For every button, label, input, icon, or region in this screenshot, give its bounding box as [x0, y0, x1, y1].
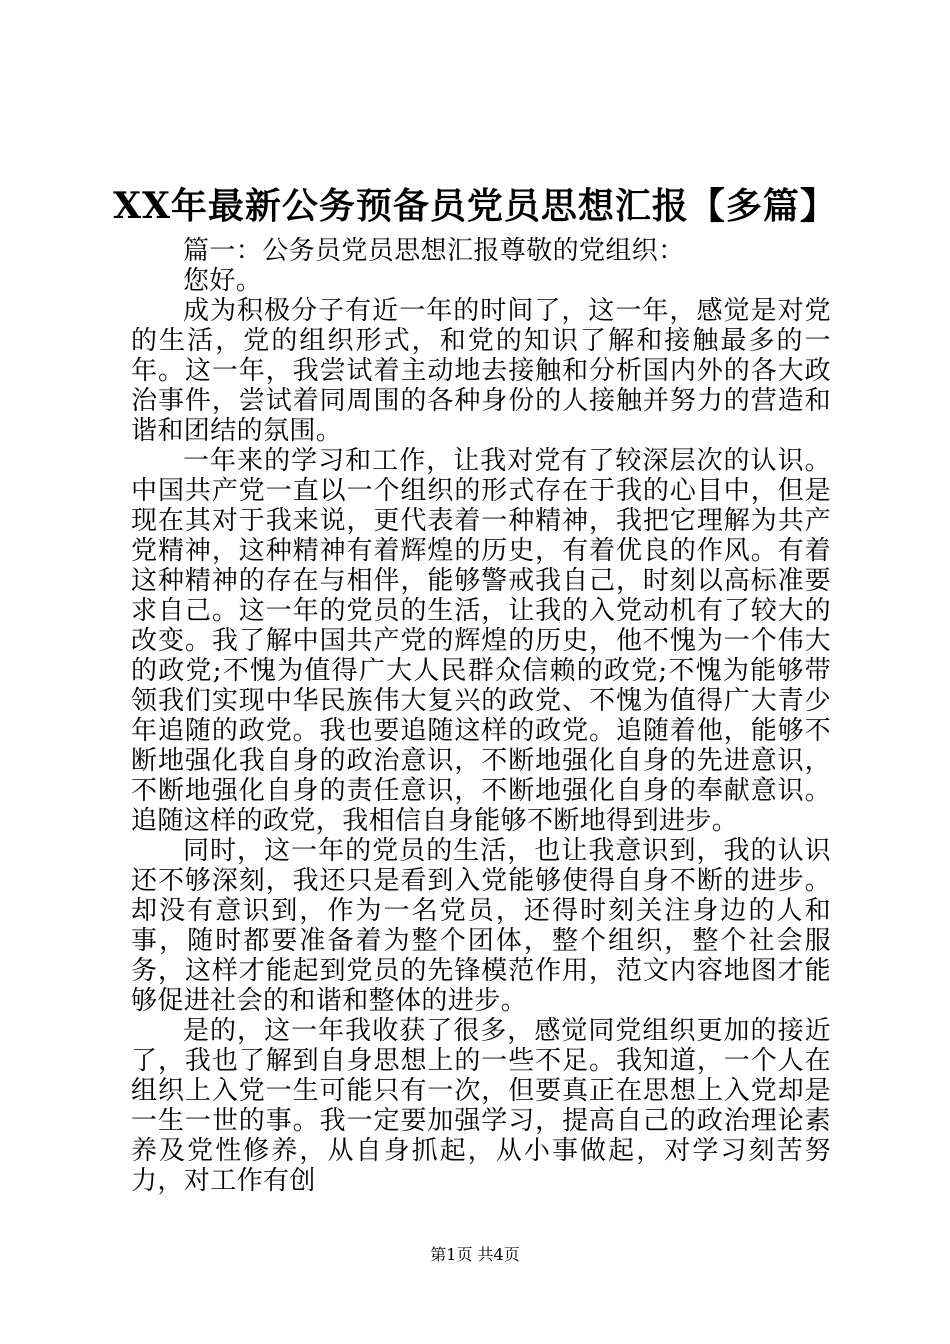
paragraph-greeting: 您好。	[183, 266, 263, 296]
document-body	[131, 236, 831, 1196]
paragraph-heading: 篇一：公务员党员思想汇报尊敬的党组织：	[183, 236, 685, 266]
paragraph-3: 同时，这一年的党员的生活，也让我意识到，我的认识还不够深刻，我还只是看到入党能够使得自身不断的进步。却没有意识到，作为一名党员，还得时刻关注身边的人和事，随时都要准备着为整个团体，整个组织，整个社会服务，这样才能起到党员的先锋模范作用，范文内容地图才能够促进社会的和谐和整体的进步。	[131, 836, 831, 1016]
paragraph-1: 成为积极分子有近一年的时间了，这一年，感觉是对党的生活，党的组织形式，和党的知识了解和接触最多的一年。这一年，我尝试着主动地去接触和分析国内外的各大政治事件，尝试着同周围的各种身份的人接触并努力的营造和谐和团结的氛围。	[131, 296, 831, 446]
paragraph-4: 是的，这一年我收获了很多，感觉同党组织更加的接近了，我也了解到自身思想上的一些不足。我知道，一个人在组织上入党一生可能只有一次，但要真正在思想上入党却是一生一世的事。我一定要加强学习，提高自己的政治理论素养及党性修养，从自身抓起，从小事做起，对学习刻苦努力，对工作有创	[131, 1016, 831, 1196]
paragraph-2: 一年来的学习和工作，让我对党有了较深层次的认识。中国共产党一直以一个组织的形式存在于我的心目中，但是现在其对于我来说，更代表着一种精神，我把它理解为共产党精神，这种精神有着辉煌的历史，有着优良的作风。有着这种精神的存在与相伴，能够警戒我自己，时刻以高标准要求自己。这一年的党员的生活，让我的入党动机有了较大的改变。我了解中国共产党的辉煌的历史，他不愧为一个伟大的政党;不愧为值得广大人民群众信赖的政党;不愧为能够带领我们实现中华民族伟大复兴的政党、不愧为值得广大青少年追随的政党。我也要追随这样的政党。追随着他，能够不断地强化我自身的政治意识，不断地强化自身的先进意识，不断地强化自身的责任意识，不断地强化自身的奉献意识。追随这样的政党，我相信自身能够不断地得到进步。	[131, 446, 831, 836]
page-footer: 第1页 共4页	[430, 1245, 520, 1264]
document-title: XX年最新公务预备员党员思想汇报【多篇】	[113, 185, 837, 227]
